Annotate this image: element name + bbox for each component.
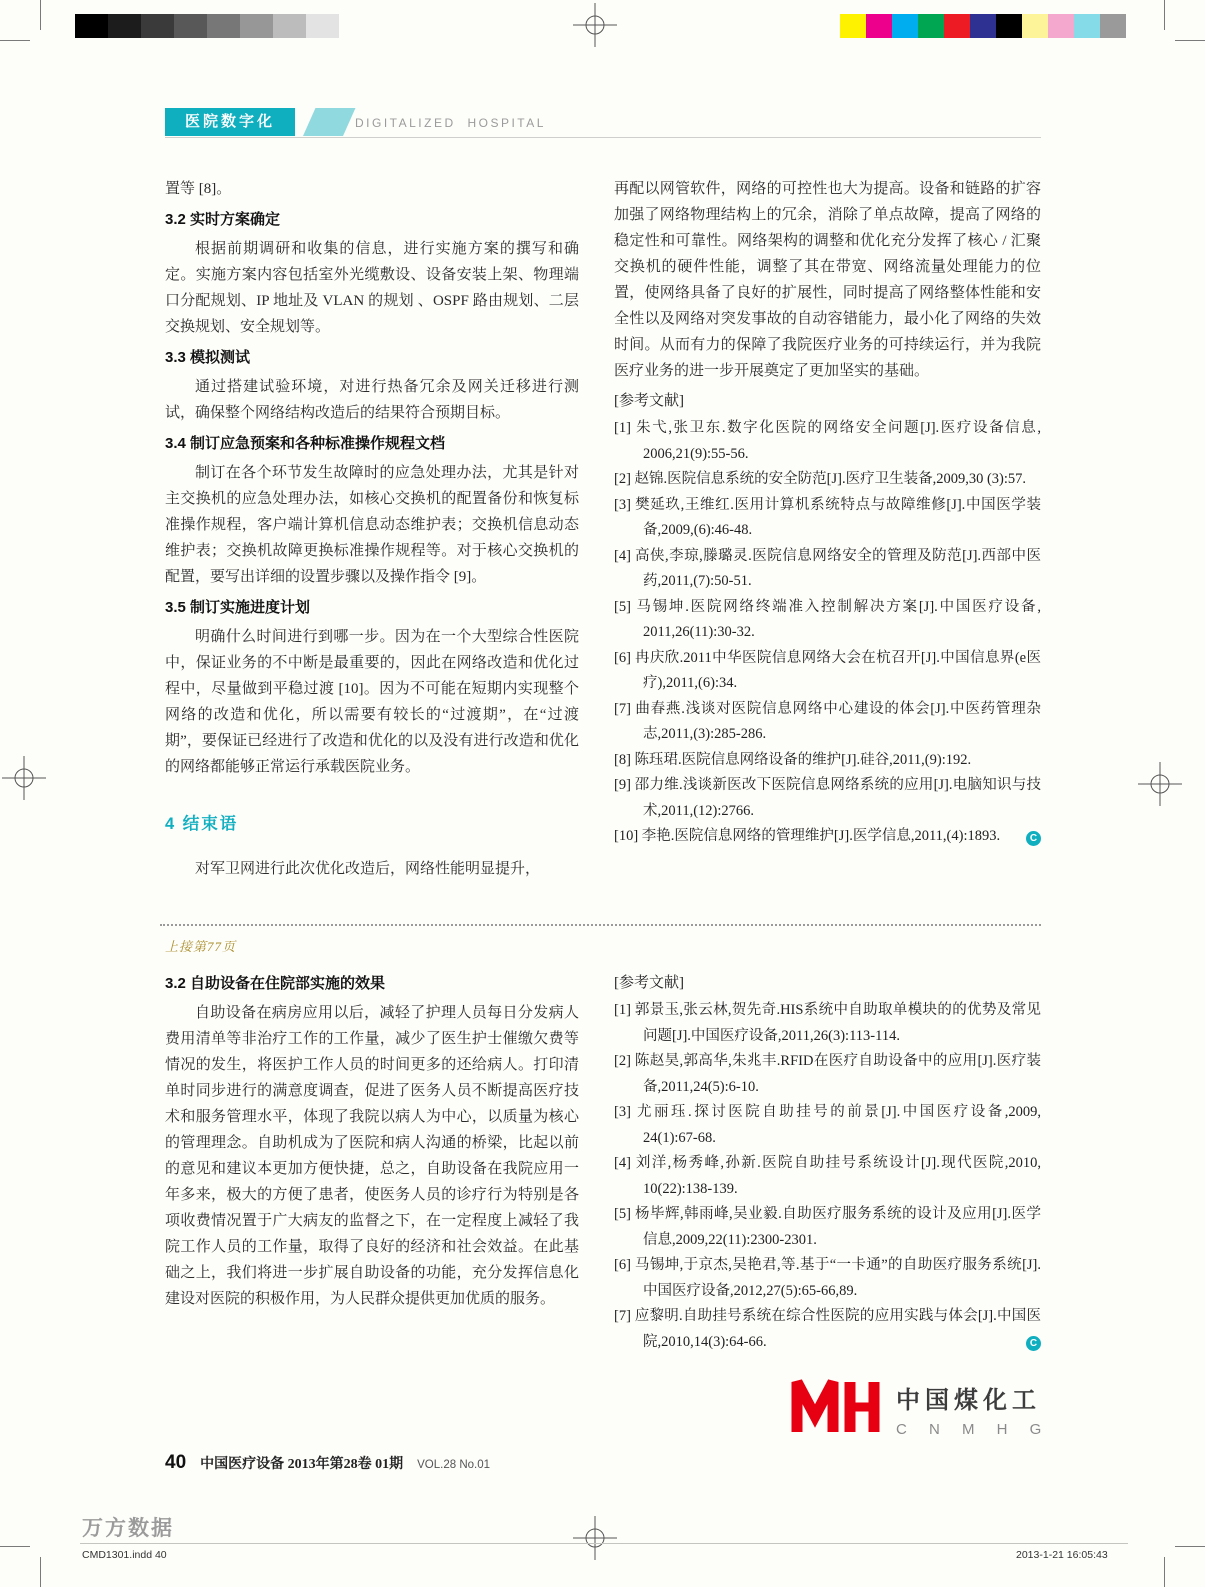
header-title-cn: 医院数字化 bbox=[165, 108, 295, 136]
calibration-swatch bbox=[996, 14, 1022, 38]
grayscale-calibration-bar bbox=[75, 14, 339, 38]
slug-rule bbox=[80, 1543, 1128, 1544]
reference-item: [6] 冉庆欣.2011中华医院信息网络大会在杭召开[J].中国信息界(e医疗),2011,(6):34. bbox=[614, 649, 1041, 691]
calibration-swatch bbox=[892, 14, 918, 38]
section-header-band bbox=[165, 108, 1041, 138]
crop-mark-bottom-left-h bbox=[0, 1546, 30, 1547]
reference-item: [4] 高侠,李琼,滕璐灵.医院信息网络安全的管理及防范[J].西部中医药,2011,(7):50-51. bbox=[614, 547, 1041, 589]
calibration-swatch bbox=[207, 14, 240, 38]
watermark-wanfang: 万方数据 bbox=[82, 1517, 174, 1540]
page-footer bbox=[165, 1452, 490, 1474]
calibration-swatch bbox=[840, 14, 866, 38]
registration-mark-left bbox=[2, 756, 46, 800]
slug-filename: CMD1301.indd 40 bbox=[82, 1549, 167, 1561]
section-heading: 3.2 实时方案确定 bbox=[165, 211, 281, 228]
calibration-swatch bbox=[1048, 14, 1074, 38]
reference-item: [7] 应黎明.自助挂号系统在综合性医院的应用实践与体会[J].中国医院,2010,14(3):64-66. bbox=[614, 1308, 1041, 1350]
conclusion-heading: 4 结束语 bbox=[165, 815, 239, 833]
article2-left-column bbox=[165, 966, 579, 1355]
logo-text-en: C N M H G bbox=[896, 1420, 1051, 1438]
calibration-swatch bbox=[273, 14, 306, 38]
calibration-swatch bbox=[174, 14, 207, 38]
crop-mark-bottom-right-v bbox=[1164, 1557, 1165, 1587]
reference-item: [3] 尤丽珏.探讨医院自助挂号的前景[J].中国医疗设备,2009, 24(1):67-68. bbox=[614, 1104, 1041, 1146]
registration-mark-right bbox=[1138, 762, 1182, 806]
crop-mark-top-right-v bbox=[1164, 0, 1165, 30]
article1-left-column bbox=[165, 176, 579, 882]
registration-mark-top bbox=[573, 3, 617, 47]
reference-item: [6] 马锡坤,于京杰,吴艳君,等.基于“一卡通”的自助医疗服务系统[J].中国医疗设备,2012,27(5):65-66,89. bbox=[614, 1257, 1041, 1299]
calibration-swatch bbox=[1074, 14, 1100, 38]
dotted-divider bbox=[160, 924, 1041, 926]
crop-mark-top-left-h bbox=[0, 40, 30, 41]
references-header: [参考文献] bbox=[614, 975, 684, 991]
reference-item: [8] 陈珏珺.医院信息网络设备的维护[J].硅谷,2011,(9):192. bbox=[614, 751, 972, 768]
article1-right-column bbox=[614, 176, 1041, 882]
header-band-tail bbox=[303, 108, 355, 136]
color-calibration-bar bbox=[840, 14, 1126, 38]
wanfang-c-icon: C bbox=[1026, 831, 1041, 846]
section-heading: 3.4 制订应急预案和各种标准操作规程文档 bbox=[165, 435, 446, 452]
section-heading: 3.3 模拟测试 bbox=[165, 349, 251, 366]
paragraph: 置等 [8]。 bbox=[165, 181, 232, 197]
reference-item: [7] 曲春燕.浅谈对医院信息网络中心建设的体会[J].中医药管理杂志,2011,(3):285-286. bbox=[614, 700, 1041, 742]
page-number: 40 bbox=[165, 1452, 187, 1473]
calibration-swatch bbox=[75, 14, 108, 38]
calibration-swatch bbox=[240, 14, 273, 38]
wanfang-c-icon: C bbox=[1026, 1336, 1041, 1351]
reference-item: [2] 赵锦.医院信息系统的安全防范[J].医疗卫生装备,2009,30 (3):57. bbox=[614, 471, 1027, 487]
section-heading: 3.2 自助设备在住院部实施的效果 bbox=[165, 975, 386, 992]
calibration-swatch bbox=[306, 14, 339, 38]
paragraph: 自助设备在病房应用以后，减轻了护理人员每日分发病人费用清单等非治疗工作的工作量，减少了医生护士催缴欠费等情况的发生，将医护工作人员的时间更多的还给病人。打印清单时同步进行的满意度调查，促进了医务人员不断提高医疗技术和服务管理水平，体现了我院以病人为中心，以质量为核心的管理理念。自助机成为了医院和病人沟通的桥梁，比起以前的意见和建议本更加方便快捷，总之，自助设备在我院应用一年多来，极大的方便了患者，使医务人员的诊疗行为特别是各项收费情况置于广大病友的监督之下，在一定程度上减轻了我院工作人员的工作量，取得了良好的经济和社会效益。在此基础之上，我们将进一步扩展自助设备的功能，充分发挥信息化建设对医院的积极作用，为人民群众提供更加优质的服务。 bbox=[165, 1005, 579, 1307]
paragraph: 再配以网管软件，网络的可控性也大为提高。设备和链路的扩容加强了网络物理结构上的冗余，消除了单点故障，提高了网络的稳定性和可靠性。网络架构的调整和优化充分发挥了核心 / 汇聚交换机的硬件性能，调整了其在带宽、网络流量处理能力的位置，使网络具备了良好的扩展性，同时提高了网络整体性能和安全性以及网络对突发事故的自动容错能力，最小化了网络的失效时间。从而有力的保障了我院医疗业务的可持续运行，并为我院医疗业务的进一步开展奠定了更加坚实的基础。 bbox=[614, 181, 1041, 379]
reference-list bbox=[614, 969, 1041, 1355]
continued-from-note: 上接第77页 bbox=[165, 939, 237, 954]
reference-item: [10] 李艳.医院信息网络的管理维护[J].医学信息,2011,(4):1893. bbox=[614, 828, 1001, 844]
volume-info: VOL.28 No.01 bbox=[417, 1459, 491, 1471]
logo-text-cn: 中国煤化工 bbox=[896, 1386, 1041, 1414]
calibration-swatch bbox=[1100, 14, 1126, 38]
references-header: [参考文献] bbox=[614, 393, 684, 409]
reference-item: [1] 朱弋,张卫东.数字化医院的网络安全问题[J].医疗设备信息, 2006,21(9):55-56. bbox=[614, 420, 1041, 462]
article1 bbox=[165, 176, 1041, 882]
crop-mark-bottom-right-h bbox=[1175, 1546, 1205, 1547]
reference-item: [3] 樊延玖,王维红.医用计算机系统特点与故障维修[J].中国医学装备,2009,(6):46-48. bbox=[614, 496, 1041, 538]
reference-item: [2] 陈赵昊,郭高华,朱兆丰.RFID在医疗自助设备中的应用[J].医疗装备,2011,24(5):6-10. bbox=[614, 1053, 1041, 1095]
paragraph: 明确什么时间进行到哪一步。因为在一个大型综合性医院中，保证业务的不中断是最重要的，因此在网络改造和优化过程中，尽量做到平稳过渡 [10]。因为不可能在短期内实现整个网络的改造和优化，所以需要有较长的“过渡期”，在“过渡期”，要保证已经进行了改造和优化的以及没有进行改造和优化的网络都能够正常运行承载医院业务。 bbox=[165, 629, 579, 775]
crop-mark-top-left-v bbox=[40, 0, 41, 30]
registration-mark-bottom bbox=[573, 1516, 617, 1560]
reference-item: [4] 刘洋,杨秀峰,孙新.医院自助挂号系统设计[J].现代医院,2010, 10(22):138-139. bbox=[614, 1155, 1041, 1197]
reference-item: [1] 郭景玉,张云林,贺先奇.HIS系统中自助取单模块的的优势及常见问题[J].中国医疗设备,2011,26(3):113-114. bbox=[614, 1002, 1041, 1044]
paragraph: 对军卫网进行此次优化改造后，网络性能明显提升， bbox=[195, 861, 541, 877]
cnmhg-logo-icon bbox=[788, 1374, 882, 1443]
article2 bbox=[165, 966, 1041, 1355]
calibration-swatch bbox=[141, 14, 174, 38]
journal-title: 中国医疗设备 2013年第28卷 01期 bbox=[200, 1457, 404, 1472]
paragraph: 根据前期调研和收集的信息，进行实施方案的撰写和确定。实施方案内容包括室外光缆敷设、设备安装上架、物理端口分配规划、IP 地址及 VLAN 的规划 、OSPF 路由规划、二层交换规划、安全规划等。 bbox=[165, 241, 579, 335]
header-title-en: DIGITALIZED HOSPITAL bbox=[355, 116, 546, 130]
calibration-swatch bbox=[918, 14, 944, 38]
calibration-swatch bbox=[108, 14, 141, 38]
calibration-swatch bbox=[944, 14, 970, 38]
calibration-swatch bbox=[970, 14, 996, 38]
section-heading: 3.5 制订实施进度计划 bbox=[165, 599, 311, 616]
crop-mark-top-right-h bbox=[1175, 40, 1205, 41]
reference-item: [5] 马锡坤.医院网络终端准入控制解决方案[J].中国医疗设备, 2011,26(11):30-32. bbox=[614, 598, 1041, 640]
reference-item: [5] 杨毕辉,韩雨峰,吴业毅.自助医疗服务系统的设计及应用[J].医学信息,2009,22(11):2300-2301. bbox=[614, 1206, 1041, 1248]
slug-timestamp: 2013-1-21 16:05:43 bbox=[1016, 1549, 1108, 1561]
calibration-swatch bbox=[866, 14, 892, 38]
calibration-swatch bbox=[1022, 14, 1048, 38]
paragraph: 通过搭建试验环境，对进行热备冗余及网关迁移进行测试，确保整个网络结构改造后的结果符合预期目标。 bbox=[165, 379, 579, 421]
cnmhg-logo bbox=[788, 1374, 1050, 1443]
crop-mark-bottom-left-v bbox=[40, 1557, 41, 1587]
article2-right-column bbox=[614, 966, 1041, 1355]
paragraph: 制订在各个环节发生故障时的应急处理办法，尤其是针对主交换机的应急处理办法，如核心交换机的配置备份和恢复标准操作规程，客户端计算机信息动态维护表；交换机信息动态维护表；交换机故障更换标准操作规程等。对于核心交换机的配置，要写出详细的设置步骤以及操作指令 [9]。 bbox=[165, 465, 579, 585]
reference-item: [9] 邵力维.浅谈新医改下医院信息网络系统的应用[J].电脑知识与技术,2011,(12):2766. bbox=[614, 777, 1041, 819]
reference-list bbox=[614, 387, 1041, 850]
